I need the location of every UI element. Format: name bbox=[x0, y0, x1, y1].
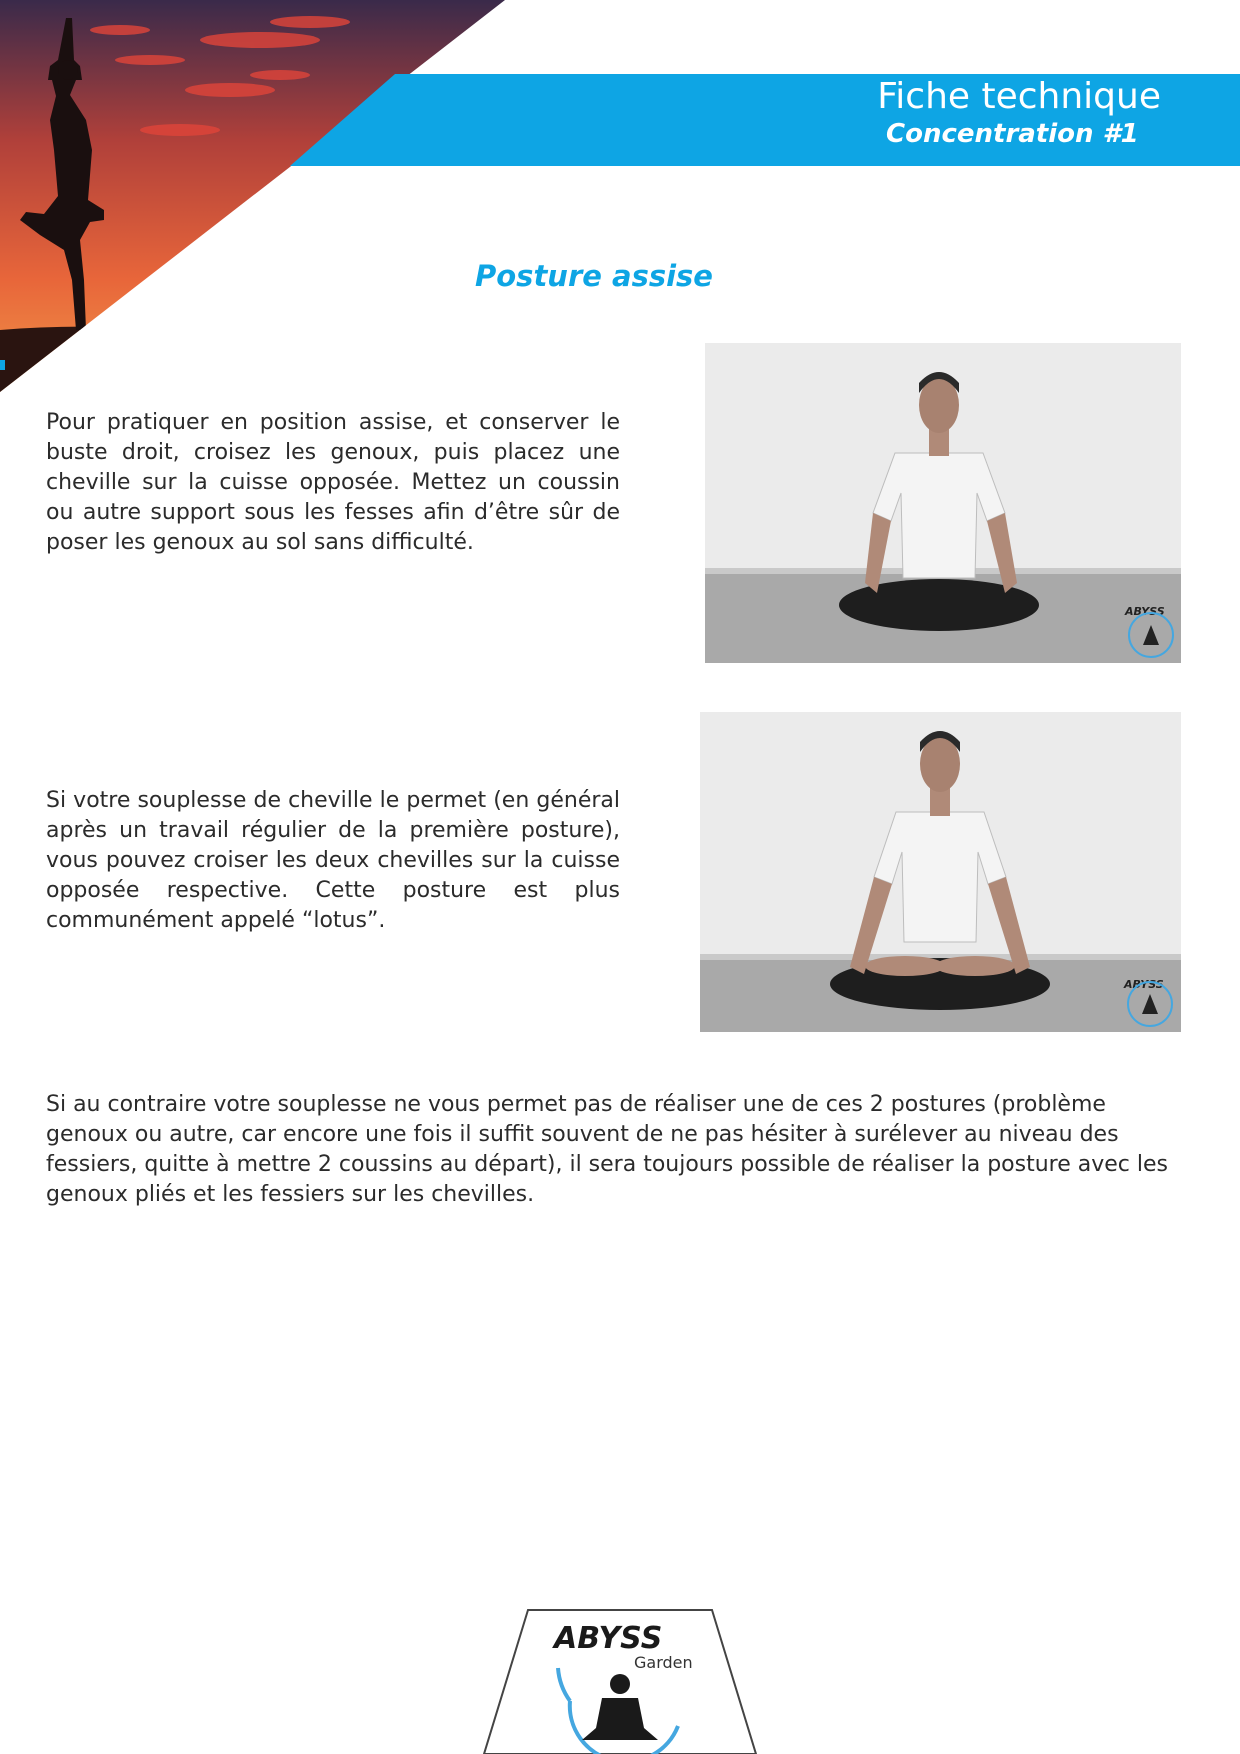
accent-mark bbox=[0, 360, 5, 370]
hero-sunset-image bbox=[0, 0, 520, 400]
photo-watermark: ABYSS bbox=[1125, 605, 1165, 618]
footer-logo-text: ABYSS bbox=[554, 1621, 663, 1656]
paragraph-alternative: Si au contraire votre souplesse ne vous permet pas de réaliser une de ces 2 postures (problème genoux ou autre, car encore une fois il suffit souvent de ne pas hésiter à surélever au niveau des fessiers, quitte à mettre 2 coussins au départ), il sera toujours possible de réaliser la posture avec les genoux pliés et les fessiers sur les chevilles. bbox=[46, 1092, 1168, 1207]
paragraph-posture-1: Pour pratiquer en position assise, et conserver le buste droit, croisez les genoux, puis placez une cheville sur la cuisse opposée. Mettez un coussin ou autre support sous les fesses afin d’être sûr de poser les genoux au sol sans difficulté. bbox=[46, 410, 620, 555]
section-title: Posture assise bbox=[475, 259, 713, 293]
page-title: Fiche technique bbox=[877, 76, 1161, 117]
photo-lotus-posture bbox=[700, 712, 1181, 1032]
footer-logo bbox=[478, 1606, 762, 1754]
photo-watermark-2: ABYSS bbox=[1124, 978, 1164, 991]
paragraph-posture-lotus: Si votre souplesse de cheville le permet (en général après un travail régulier de la première posture), vous pouvez croiser les deux chevilles sur la cuisse opposée respective. Cette posture est plus communément appelé “lotus”. bbox=[46, 788, 620, 933]
page-subtitle: Concentration #1 bbox=[886, 119, 1139, 149]
photo-seated-posture bbox=[705, 343, 1181, 663]
footer-logo-subtext: Garden bbox=[634, 1653, 693, 1672]
